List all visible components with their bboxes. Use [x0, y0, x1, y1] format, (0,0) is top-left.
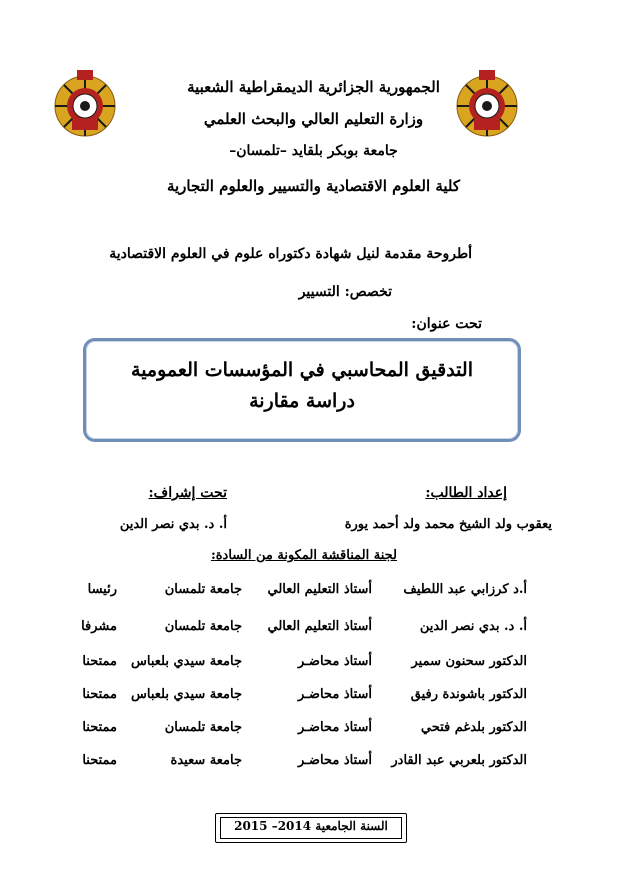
member-role: ممتحنا	[82, 654, 117, 669]
member-rank: أستاذ محاضـر	[297, 654, 372, 669]
supervision-label: تحت إشراف:	[148, 485, 227, 501]
thesis-title: التدقيق المحاسبي في المؤسسات العمومية	[131, 359, 473, 381]
member-role: ممتحنا	[82, 753, 117, 768]
table-row	[0, 720, 627, 742]
specialty: تخصص: التسيير	[298, 284, 392, 300]
member-rank: أستاذ محاضـر	[297, 753, 372, 768]
member-university: جامعة سعيدة	[170, 753, 242, 768]
table-row	[0, 619, 627, 641]
member-university: جامعة تلمسان	[164, 619, 242, 634]
member-role: ممتحنا	[82, 687, 117, 702]
member-rank: أستاذ محاضـر	[297, 687, 372, 702]
member-name: الدكتور باشوندة رفيق	[410, 687, 527, 702]
table-row	[0, 582, 627, 604]
member-name: الدكتور بلدغم فتحي	[420, 720, 527, 735]
academic-year-box	[215, 813, 407, 843]
member-university: جامعة تلمسان	[164, 582, 242, 597]
member-name: أ. د. بدي نصر الدين	[419, 619, 527, 634]
student-name: يعقوب ولد الشيخ محمد ولد أحمد يورة	[344, 517, 552, 532]
thesis-subtitle: دراسة مقارنة	[249, 390, 355, 412]
member-university: جامعة سيدي بلعباس	[130, 687, 242, 702]
supervisor-name: أ. د. بدي نصر الدين	[119, 517, 227, 532]
member-name: أ.د كرزابي عبد اللطيف	[403, 582, 527, 597]
member-rank: أستاذ محاضـر	[297, 720, 372, 735]
academic-year: السنة الجامعية 2014– 2015	[234, 819, 388, 833]
faculty-name: كلية العلوم الاقتصادية والتسيير والعلوم التجارية	[166, 177, 461, 195]
member-university: جامعة تلمسان	[164, 720, 242, 735]
prepared-label: إعداد الطالب:	[425, 485, 507, 501]
table-row	[0, 753, 627, 775]
degree-statement: أطروحة مقدمة لنيل شهادة دكتوراه علوم في العلوم الاقتصادية	[109, 246, 472, 262]
committee-label: لجنة المناقشة المكونة من السادة:	[210, 548, 397, 563]
member-rank: أستاذ التعليم العالي	[267, 619, 372, 634]
republic-name: الجمهورية الجزائرية الديمقراطية الشعبية	[187, 78, 440, 96]
university-name: جامعة بوبكر بلقايد –تلمسان–	[229, 143, 398, 159]
member-name: الدكتور بلعربي عبد القادر	[391, 753, 527, 768]
table-row	[0, 654, 627, 676]
member-name: الدكتور سحنون سمير	[411, 654, 527, 669]
thesis-title-box	[83, 338, 521, 442]
under-title-label: تحت عنوان:	[411, 316, 482, 332]
member-rank: أستاذ التعليم العالي	[267, 582, 372, 597]
member-university: جامعة سيدي بلعباس	[130, 654, 242, 669]
member-role: مشرفا	[81, 619, 117, 634]
ministry-name: وزارة التعليم العالي والبحث العلمي	[203, 110, 424, 128]
table-row	[0, 687, 627, 709]
member-role: رئيسا	[87, 582, 117, 597]
member-role: ممتحنا	[82, 720, 117, 735]
